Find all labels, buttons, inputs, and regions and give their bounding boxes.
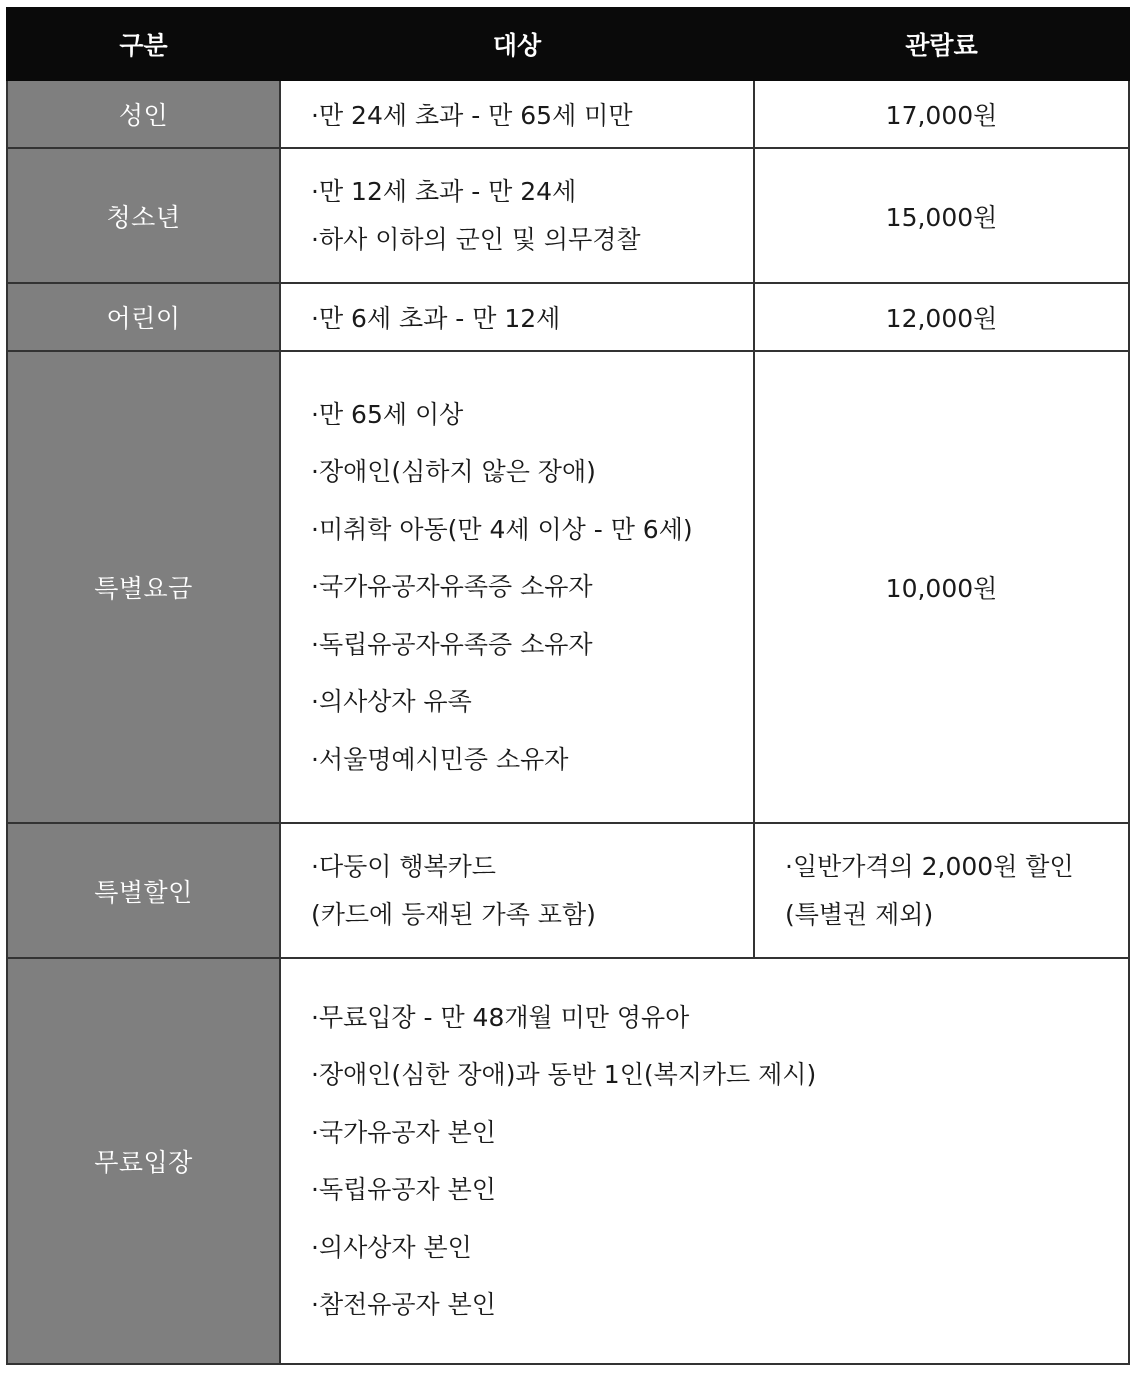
fee-discount — [754, 823, 1129, 958]
target-free — [280, 958, 1129, 1364]
target-line: ·다둥이 행복카드 — [311, 851, 496, 881]
target-line: ·미취학 아동(만 4세 이상 - 만 6세) — [311, 514, 693, 544]
table-row-special — [7, 351, 1129, 823]
header-category: 구분 — [7, 8, 280, 80]
fee-youth: 15,000원 — [754, 148, 1129, 283]
target-line: (카드에 등재된 가족 포함) — [311, 899, 596, 929]
header-target: 대상 — [280, 8, 754, 80]
target-line: ·하사 이하의 군인 및 의무경찰 — [311, 224, 641, 254]
category-adult: 성인 — [7, 80, 280, 148]
table-row-adult — [7, 80, 1129, 148]
fee-line: (특별권 제외) — [785, 899, 934, 929]
target-line: ·무료입장 - 만 48개월 미만 영유아 — [311, 1002, 690, 1032]
target-special — [280, 351, 754, 823]
fee-line: ·일반가격의 2,000원 할인 — [785, 851, 1074, 881]
fee-adult: 17,000원 — [754, 80, 1129, 148]
target-discount — [280, 823, 754, 958]
target-line: ·국가유공자유족증 소유자 — [311, 572, 593, 602]
target-line: ·독립유공자 본인 — [311, 1175, 496, 1204]
category-youth: 청소년 — [7, 148, 280, 283]
admission-fee-table — [6, 7, 1130, 1365]
target-youth — [280, 148, 754, 283]
target-line: ·국가유공자 본인 — [311, 1117, 496, 1147]
target-line: ·독립유공자유족증 소유자 — [311, 629, 593, 659]
category-child: 어린이 — [7, 283, 280, 351]
fee-special: 10,000원 — [754, 351, 1129, 823]
header-row — [7, 8, 1129, 80]
target-adult — [280, 80, 754, 148]
target-line: ·의사상자 본인 — [311, 1232, 472, 1262]
table-row-discount — [7, 823, 1129, 958]
target-child — [280, 283, 754, 351]
table-row-youth — [7, 148, 1129, 283]
table-header — [7, 8, 1129, 80]
target-line: ·만 12세 초과 - 만 24세 — [311, 176, 577, 206]
fee-child: 12,000원 — [754, 283, 1129, 351]
category-discount: 특별할인 — [7, 823, 280, 958]
table-row-child — [7, 283, 1129, 351]
target-line: ·만 24세 초과 - 만 65세 미만 — [311, 101, 633, 130]
header-fee: 관람료 — [754, 8, 1129, 80]
target-line: ·참전유공자 본인 — [311, 1290, 496, 1319]
target-line: ·서울명예시민증 소유자 — [311, 744, 569, 774]
target-line: ·만 6세 초과 - 만 12세 — [311, 304, 561, 333]
category-special: 특별요금 — [7, 351, 280, 823]
target-line: ·장애인(심한 장애)과 동반 1인(복지카드 제시) — [311, 1060, 817, 1089]
target-line: ·장애인(심하지 않은 장애) — [311, 457, 596, 487]
target-line: ·만 65세 이상 — [311, 399, 464, 429]
target-line: ·의사상자 유족 — [311, 687, 472, 717]
table-row-free — [7, 958, 1129, 1364]
category-free: 무료입장 — [7, 958, 280, 1364]
